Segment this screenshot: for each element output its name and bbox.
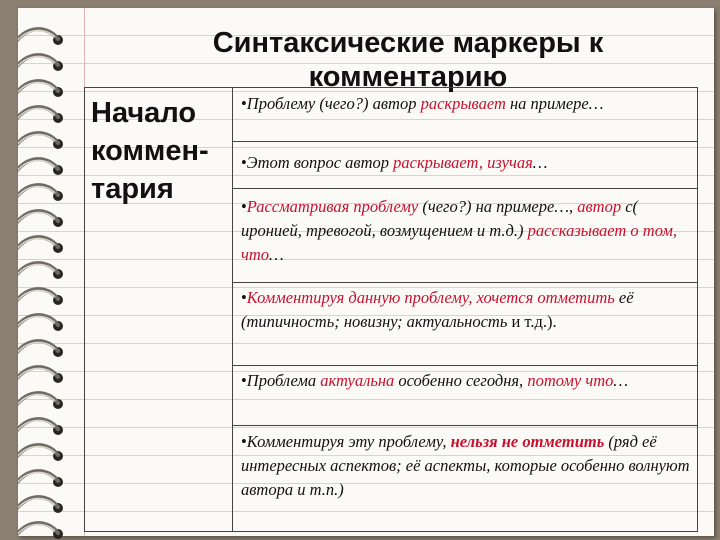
- binding-ring-icon: [18, 445, 63, 461]
- binding-ring-icon: [18, 29, 63, 45]
- marker-text-segment: Комментируя данную проблему, хочется отметить: [246, 288, 615, 307]
- marker-text-segment: автор: [577, 197, 622, 216]
- marker-text-segment: раскрывает, изучая: [393, 153, 533, 172]
- section-header-line-2: коммен-: [91, 135, 209, 167]
- binding-ring-icon: [18, 133, 63, 149]
- marker-text-segment: Проблема: [246, 371, 321, 390]
- binding-ring-icon: [18, 237, 63, 253]
- title-line-2: комментарию: [308, 61, 508, 93]
- marker-text-segment: потому что: [527, 371, 614, 390]
- marker-text-segment: актуальна: [320, 371, 395, 390]
- binding-ring-icon: [18, 55, 63, 71]
- bullet-icon: •: [241, 94, 247, 113]
- binding-ring-icon: [18, 471, 63, 487]
- marker-text-segment: её (типичность; новизну; актуальность: [241, 288, 634, 331]
- marker-text-segment: (ряд её интересных аспектов; её аспекты, которые особенно волнуют автора и т.п.): [241, 432, 690, 499]
- marker-text-segment: особенно сегодня,: [394, 371, 528, 390]
- binding-ring-icon: [18, 497, 63, 513]
- binding-ring-icon: [18, 341, 63, 357]
- marker-text-segment: …: [269, 245, 284, 264]
- section-header-cell: [85, 88, 233, 531]
- marker-row: [233, 142, 697, 189]
- bullet-icon: •: [241, 371, 247, 390]
- binding-ring-icon: [18, 367, 63, 383]
- marker-text-segment: Рассматривая проблему: [246, 197, 419, 216]
- marker-text-segment: Этот вопрос автор: [246, 153, 394, 172]
- binding-ring-icon: [18, 211, 63, 227]
- binding-ring-icon: [18, 263, 63, 279]
- markers-list: [233, 88, 697, 531]
- binding-ring-icon: [18, 393, 63, 409]
- marker-text-segment: с( иронией, тревогой, возмущением и т.д.): [241, 197, 639, 240]
- page-title: [138, 26, 678, 94]
- binding-ring-icon: [18, 185, 63, 201]
- binding-ring-icon: [18, 107, 63, 123]
- marker-text-segment: и т.д.).: [511, 312, 557, 331]
- spiral-binding: [18, 20, 88, 540]
- binding-ring-icon: [18, 81, 63, 97]
- binding-ring-icon: [18, 315, 63, 331]
- marker-text-segment: …: [532, 153, 548, 172]
- bullet-icon: •: [241, 197, 247, 216]
- marker-text-segment: рассказывает о том, что: [241, 221, 677, 264]
- title-line-1: Синтаксические маркеры к: [212, 27, 604, 59]
- marker-row: [233, 189, 697, 283]
- marker-text-segment: раскрывает: [420, 94, 506, 113]
- marker-text-segment: на примере…: [505, 94, 604, 113]
- section-header-line-1: Начало: [91, 97, 197, 129]
- bullet-icon: •: [241, 432, 247, 451]
- bullet-icon: •: [241, 153, 247, 172]
- marker-text-segment: …: [613, 371, 629, 390]
- marker-text-segment: (чего?) на примере…,: [418, 197, 578, 216]
- marker-row: [233, 426, 697, 531]
- marker-text-segment: Проблему (чего?) автор: [246, 94, 421, 113]
- marker-row: [233, 283, 697, 366]
- binding-ring-icon: [18, 289, 63, 305]
- marker-text-segment: Комментируя эту проблему,: [246, 432, 451, 451]
- section-header-line-3: тария: [91, 173, 174, 205]
- binding-ring-icon: [18, 523, 63, 539]
- bullet-icon: •: [241, 288, 247, 307]
- marker-text-segment: нельзя не отметить: [450, 432, 605, 451]
- binding-ring-icon: [18, 159, 63, 175]
- markers-table: [84, 87, 698, 532]
- binding-ring-icon: [18, 419, 63, 435]
- marker-row: [233, 88, 697, 142]
- marker-row: [233, 366, 697, 426]
